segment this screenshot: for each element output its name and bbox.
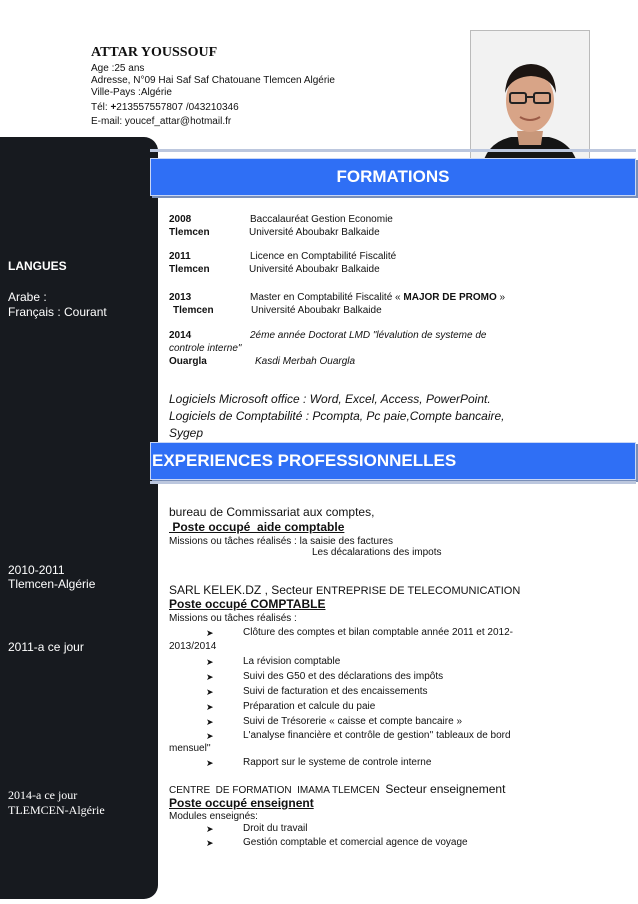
languages-title: LANGUES <box>8 259 67 273</box>
software-sygep: Sygep <box>169 426 204 440</box>
job-3-task-2: Gestión comptable et comercial agence de voyage <box>243 837 468 848</box>
formation-2-year: 2011 <box>169 251 191 262</box>
formations-banner <box>150 158 636 196</box>
job-2-task-2: La révision comptable <box>243 656 341 667</box>
formations-title: FORMATIONS <box>336 167 450 186</box>
arrow-bullet-icon: ➤ <box>206 824 214 834</box>
arrow-bullet-icon: ➤ <box>206 731 214 741</box>
period-1-location: Tlemcen-Algérie <box>8 577 96 591</box>
experiences-banner <box>150 442 636 480</box>
job-2-company: SARL KELEK.DZ , Secteur ENTREPRISE DE TELECOMUNICATION <box>169 583 521 597</box>
banner-stripe-bottom <box>150 481 636 484</box>
job-3-task-1: Droit du travail <box>243 823 308 834</box>
job-2-position: Poste occupé COMPTABLE <box>169 597 326 611</box>
phone: Tél: +213557557807 /043210346 <box>91 102 239 113</box>
arrow-bullet-icon: ➤ <box>206 838 214 848</box>
arrow-bullet-icon: ➤ <box>206 628 214 638</box>
banner-stripe-top <box>150 149 636 152</box>
job-2-task-1: Clôture des comptes et bilan comptable année 2011 et 2012- <box>243 627 513 638</box>
formation-4-city: Ouargla <box>169 356 207 367</box>
job-1-position: Poste occupé aide comptable <box>169 520 345 534</box>
formation-3-school: Université Aboubakr Balkaide <box>251 305 382 316</box>
job-2-task-8: Rapport sur le systeme de controle interne <box>243 757 432 768</box>
address: Adresse, N°09 Hai Saf Saf Chatouane Tlemcen Algérie <box>91 75 335 86</box>
arrow-bullet-icon: ➤ <box>206 672 214 682</box>
software-accounting: Logiciels de Comptabilité : Pcompta, Pc paie,Compte bancaire, <box>169 409 505 423</box>
formation-1-diploma: Baccalauréat Gestion Economie <box>250 214 393 225</box>
arrow-bullet-icon: ➤ <box>206 657 214 667</box>
job-2-task-4: Suivi de facturation et des encaissements <box>243 686 428 697</box>
job-3-position: Poste occupé enseignent <box>169 796 314 810</box>
formation-4-diploma: 2éme année Doctorat LMD "lévalution de systeme de <box>250 330 487 341</box>
job-1-missions-2: Les décalarations des impots <box>312 547 442 558</box>
job-2-task-5: Préparation et calcule du paie <box>243 701 376 712</box>
formation-3-diploma: Master en Comptabilité Fiscalité « MAJOR DE PROMO » <box>250 292 506 303</box>
period-3-dates: 2014-a ce jour <box>8 788 78 802</box>
formation-4-year: 2014 <box>169 330 192 341</box>
job-3-company: CENTRE DE FORMATION IMAMA TLEMCEN Secteur enseignement <box>169 782 506 796</box>
experiences-title: EXPERIENCES PROFESSIONNELLES <box>152 451 457 470</box>
job-1-missions: Missions ou tâches réalisés : la saisie des factures <box>169 536 393 547</box>
formation-4-school: Kasdi Merbah Ouargla <box>255 356 356 367</box>
job-2-task-3: Suivi des G50 et des déclarations des impôts <box>243 671 444 682</box>
arrow-bullet-icon: ➤ <box>206 758 214 768</box>
job-2-task-7-cont: mensuel'' <box>169 743 211 754</box>
arrow-bullet-icon: ➤ <box>206 717 214 727</box>
period-1-dates: 2010-2011 <box>8 563 65 577</box>
job-1-company: bureau de Commissariat aux comptes, <box>169 505 375 519</box>
job-2-missions: Missions ou tâches réalisés : <box>169 613 297 624</box>
formation-2-school: Université Aboubakr Balkaide <box>249 264 380 275</box>
formation-4-diploma-cont: controle interne" <box>169 343 242 354</box>
candidate-name: ATTAR YOUSSOUF <box>91 45 218 60</box>
country: Ville-Pays :Algérie <box>91 87 172 98</box>
formation-1-city: Tlemcen <box>169 227 210 238</box>
job-2-task-1-cont: 2013/2014 <box>169 641 217 652</box>
language-french: Français : Courant <box>8 305 107 319</box>
period-3-location: TLEMCEN-Algérie <box>8 803 105 817</box>
formation-3-city: Tlemcen <box>173 305 214 316</box>
job-2-task-6: Suivi de Trésorerie « caisse et compte bancaire » <box>243 716 462 727</box>
sidebar <box>0 137 158 899</box>
arrow-bullet-icon: ➤ <box>206 702 214 712</box>
language-arabic: Arabe : <box>8 290 47 304</box>
job-3-modules: Modules enseignés: <box>169 811 258 822</box>
job-2-task-7: L'analyse financière et contrôle de gestion'' tableaux de bord <box>243 730 511 741</box>
period-2-dates: 2011-a ce jour <box>8 640 84 654</box>
formation-1-year: 2008 <box>169 214 192 225</box>
formation-2-diploma: Licence en Comptabilité Fiscalité <box>250 251 397 262</box>
age: Age :25 ans <box>91 63 145 74</box>
formation-2-city: Tlemcen <box>169 264 210 275</box>
email: E-mail: youcef_attar@hotmail.fr <box>91 116 232 127</box>
software-office: Logiciels Microsoft office : Word, Excel, Access, PowerPoint. <box>169 392 491 406</box>
formation-3-year: 2013 <box>169 292 192 303</box>
formation-1-school: Université Aboubakr Balkaide <box>249 227 380 238</box>
arrow-bullet-icon: ➤ <box>206 687 214 697</box>
